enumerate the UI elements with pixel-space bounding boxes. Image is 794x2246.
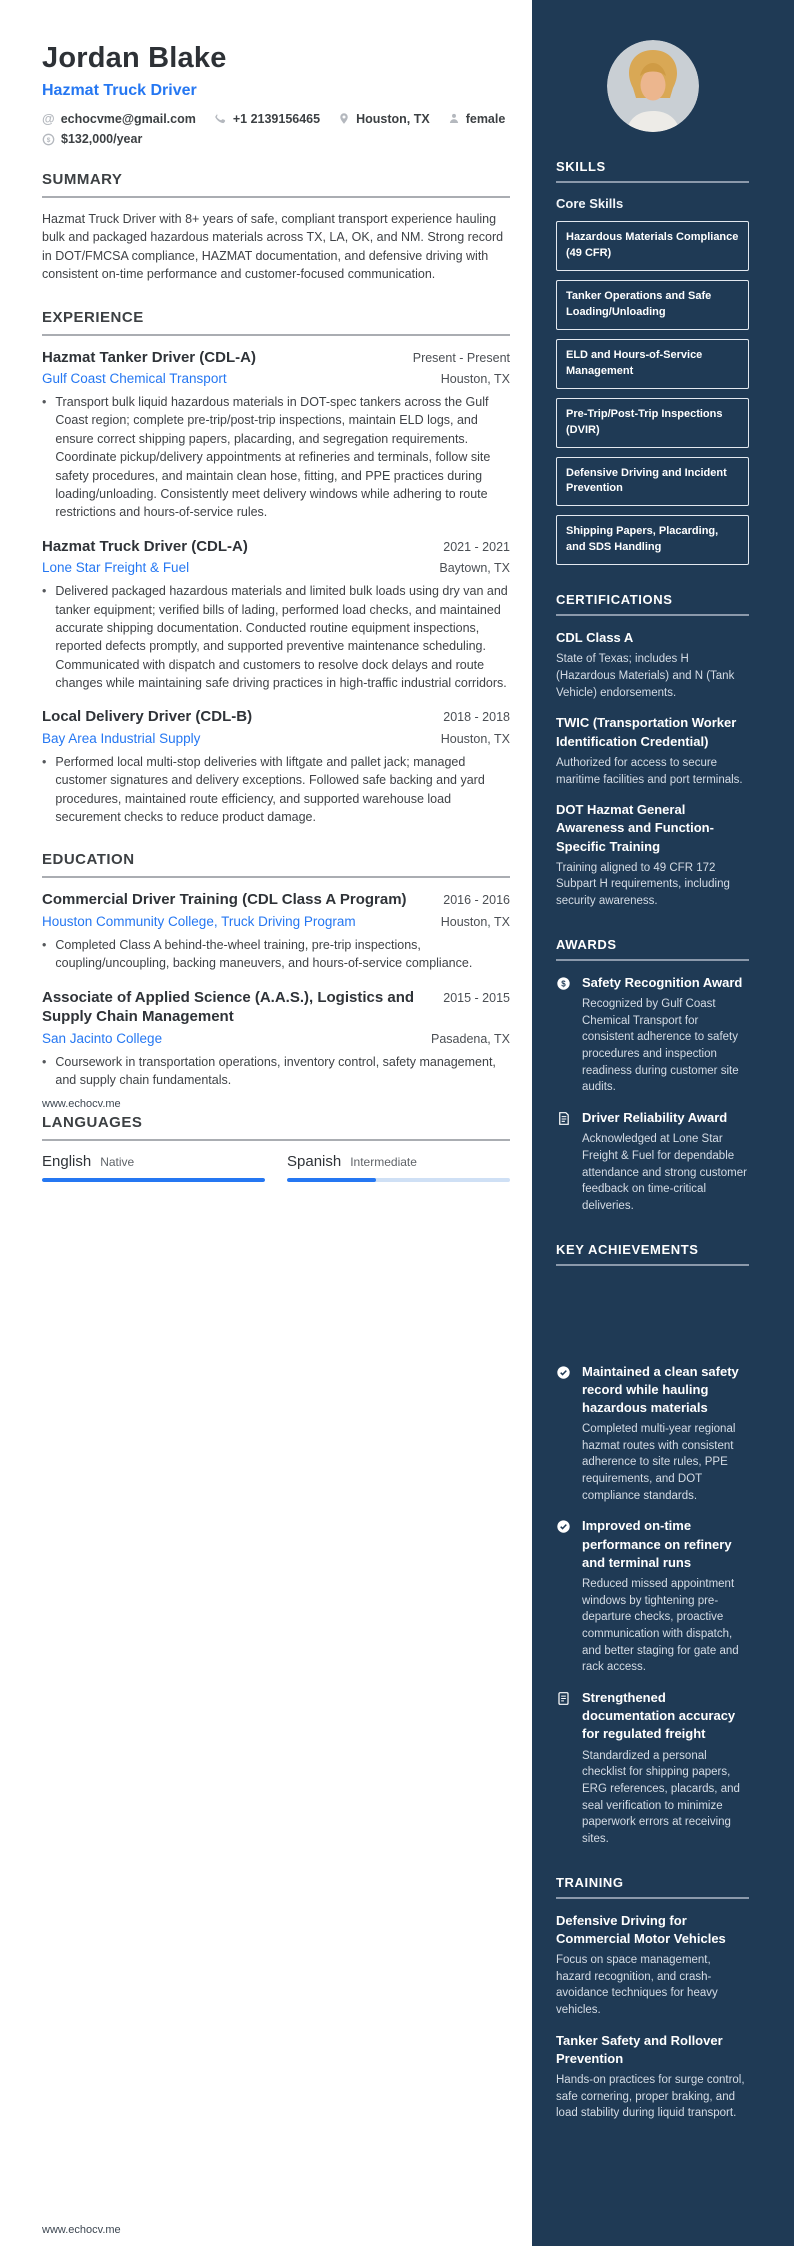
phone-value: +1 2139156465 [232, 111, 321, 126]
email-icon: @ [42, 111, 55, 126]
education-heading: EDUCATION [42, 851, 135, 869]
job-title: Hazmat Tanker Driver (CDL-A) [42, 348, 256, 366]
education-title: Commercial Driver Training (CDL Class A Program) [42, 891, 407, 909]
section-languages [42, 1114, 510, 1182]
summary-heading: SUMMARY [42, 171, 123, 188]
bullet-dot: • [42, 1054, 47, 1069]
section-experience [42, 309, 510, 827]
certification-title: CDL Class A [556, 630, 634, 646]
education-entry [42, 988, 510, 1090]
education-bullet: • Completed Class A behind-the-wheel training, pre-trip inspections, coupling/uncoupling, backing maneuvers, and hours-of-service compliance. [42, 936, 510, 973]
main-column [42, 42, 510, 1182]
page1-footer-url[interactable]: www.echocv.me [42, 1098, 121, 1110]
job-dates: Present - Present [412, 350, 510, 365]
training-heading: TRAINING [556, 1874, 624, 1890]
achievement-desc: Completed multi-year regional hazmat routes with consistent adherence to site rules, PPE requirements, and DOT compliance standards. [582, 1423, 736, 1502]
job-location: Houston, TX [440, 372, 510, 386]
job-bullet: • Transport bulk liquid hazardous materials in DOT-spec tankers across the Gulf Coast region; complete pre-trip/post-trip inspections, maintain ELD logs, and ensure correct shipping papers, placarding, and segregation requirements. Coordinate pickup/delivery appointments at refineries and terminals, follow site safety procedures, and maintain clean hose, fitting, and PPE practices during loading/unloading. Consistently meet delivery windows while adhering to route restrictions and hours-of-service rules. [42, 393, 510, 522]
phone-icon [214, 112, 227, 125]
languages-heading: LANGUAGES [42, 1114, 143, 1132]
section-divider [42, 1139, 510, 1141]
salary-value: $132,000/year [61, 132, 143, 146]
badge-check-icon [556, 1517, 572, 1676]
achievement-title: Maintained a clean safety record while hauling hazardous materials [582, 1363, 739, 1415]
contact-location [338, 112, 430, 126]
document-icon [556, 1689, 572, 1848]
sidebar-divider [556, 1897, 749, 1899]
certification-desc: Authorized for access to secure maritime facilities and port terminals. [556, 756, 743, 786]
svg-text:$: $ [561, 979, 566, 989]
contact-row [42, 111, 510, 146]
achievement-desc: Reduced missed appointment windows by tightening pre-departure checks, proactive communication with dispatch, and better staging for gate and rack access. [582, 1578, 739, 1674]
skills-group-label: Core Skills [556, 196, 624, 211]
skill-chip: Hazardous Materials Compliance (49 CFR) [556, 221, 749, 271]
achievement-title: Strengthened documentation accuracy for regulated freight [582, 1690, 736, 1742]
candidate-name: Jordan Blake [42, 42, 227, 74]
candidate-job-title: Hazmat Truck Driver [42, 82, 197, 99]
award-item [556, 974, 749, 1096]
certification-item [556, 801, 749, 910]
skill-chip: Pre-Trip/Post-Trip Inspections (DVIR) [556, 398, 749, 448]
sidebar-divider [556, 1264, 749, 1266]
certificate-icon [556, 1109, 572, 1215]
medal-icon [556, 974, 572, 1096]
award-title: Safety Recognition Award [582, 974, 743, 990]
job-entry [42, 537, 510, 693]
achievement-item [556, 1363, 749, 1505]
skill-chip: Tanker Operations and Safe Loading/Unloading [556, 280, 749, 330]
language-name: English [42, 1153, 92, 1171]
certification-desc: State of Texas; includes H (Hazardous Materials) and N (Tank Vehicle) endorsements. [556, 653, 735, 699]
award-desc: Recognized by Gulf Coast Chemical Transport for consistent adherence to safety procedures and inspection readiness during customer site audits. [582, 997, 739, 1094]
bullet-dot: • [42, 584, 47, 599]
location-value: Houston, TX [356, 111, 430, 126]
education-location: Pasadena, TX [431, 1031, 510, 1046]
job-title: Hazmat Truck Driver (CDL-A) [42, 537, 248, 555]
page-break-spacer [556, 1279, 749, 1363]
training-item [556, 1912, 749, 2019]
language-level: Intermediate [350, 1155, 417, 1170]
language-item [287, 1153, 510, 1182]
education-bullet: • Coursework in transportation operations, inventory control, safety management, and supply chain fundamentals. [42, 1053, 510, 1090]
section-divider [42, 876, 510, 878]
sidebar-divider [556, 959, 749, 961]
experience-heading: EXPERIENCE [42, 308, 144, 326]
bullet-dot: • [42, 395, 47, 409]
education-school-link[interactable]: San Jacinto College [42, 1030, 163, 1046]
achievement-item [556, 1689, 749, 1848]
gender-value: female [465, 111, 506, 126]
skills-heading: SKILLS [556, 159, 606, 174]
job-company-link[interactable]: Gulf Coast Chemical Transport [42, 371, 227, 386]
salary-icon [42, 133, 55, 146]
award-title: Driver Reliability Award [582, 1109, 728, 1125]
location-pin-icon [338, 112, 350, 125]
page2-footer-url[interactable]: www.echocv.me [42, 2224, 121, 2236]
badge-check-icon [556, 1363, 572, 1505]
language-level: Native [100, 1155, 135, 1170]
education-title: Associate of Applied Science (A.A.S.), Logistics and Supply Chain Management [42, 988, 415, 1026]
certification-title: DOT Hazmat General Awareness and Function-Specific Training [556, 802, 714, 854]
training-title: Tanker Safety and Rollover Prevention [556, 2032, 723, 2066]
language-name: Spanish [287, 1153, 342, 1171]
skill-chip: Shipping Papers, Placarding, and SDS Handling [556, 515, 749, 565]
profile-photo [607, 40, 699, 132]
education-entry [42, 890, 510, 972]
achievement-title: Improved on-time performance on refinery and terminal runs [582, 1518, 732, 1570]
job-title: Local Delivery Driver (CDL-B) [42, 708, 253, 726]
training-desc: Focus on space management, hazard recognition, and crash-avoidance techniques for heavy vehicles. [556, 1954, 718, 2017]
email-value[interactable]: echocvme@gmail.com [60, 111, 196, 126]
job-entry [42, 348, 510, 522]
award-item [556, 1109, 749, 1215]
training-desc: Hands-on practices for surge control, safe cornering, proper braking, and load stability during liquid transport. [556, 2074, 745, 2120]
contact-salary [42, 132, 142, 146]
certification-item [556, 714, 749, 788]
bullet-dot: • [42, 937, 47, 952]
certification-desc: Training aligned to 49 CFR 172 Subpart H requirements, including security awareness. [556, 861, 730, 908]
job-dates: 2018 - 2018 [443, 710, 510, 725]
training-title: Defensive Driving for Commercial Motor Vehicles [556, 1912, 726, 1946]
contact-email[interactable] [42, 111, 196, 126]
job-company-link[interactable]: Bay Area Industrial Supply [42, 730, 201, 746]
section-summary [42, 171, 510, 284]
education-location: Houston, TX [440, 914, 510, 929]
svg-text:$: $ [46, 136, 51, 144]
contact-gender [448, 112, 506, 126]
sidebar [532, 0, 794, 2246]
education-school-link[interactable]: Houston Community College, Truck Driving Program [42, 913, 356, 929]
section-education [42, 851, 510, 1089]
sidebar-divider [556, 181, 749, 183]
certification-title: TWIC (Transportation Worker Identification Credential) [556, 715, 737, 749]
certification-item [556, 629, 749, 701]
language-item [42, 1153, 265, 1182]
education-dates: 2016 - 2016 [443, 893, 510, 908]
education-dates: 2015 - 2015 [443, 990, 510, 1005]
section-divider [42, 334, 510, 336]
job-bullet: • Performed local multi-stop deliveries with liftgate and pallet jack; managed customer signatures and delivery exceptions. Followed safe backing and yard procedures, maintained route efficiency, and supported warehouse load securement checks to reduce product damage. [42, 753, 510, 827]
skill-chip: ELD and Hours-of-Service Management [556, 339, 749, 389]
job-entry [42, 707, 510, 826]
job-bullet: • Delivered packaged hazardous materials and limited bulk loads using dry van and tanker equipment; verified bills of lading, performed load checks, and maintained accurate shipping documentation. Conducted routine equipment inspections, reported defects promptly, and supported preventive maintenance scheduling. Communicated with dispatch and customers to resolve dock delays and route changes while maintaining safe driving practices in high-traffic industrial corridors. [42, 582, 510, 692]
language-bar-track [42, 1178, 265, 1182]
summary-text: Hazmat Truck Driver with 8+ years of safe, compliant transport experience hauling bulk and packaged hazardous materials across TX, LA, OK, and NM. Strong record in DOT/FMCSA compliance, HAZMAT documentation, and defensive driving with consistent on-time performance and customer-focused communication. [42, 212, 504, 282]
person-icon [448, 112, 460, 125]
language-bar-fill [287, 1178, 376, 1182]
job-company-link[interactable]: Lone Star Freight & Fuel [42, 560, 190, 576]
training-item [556, 2032, 749, 2122]
job-location: Houston, TX [440, 731, 510, 746]
awards-heading: AWARDS [556, 936, 617, 952]
skill-chip: Defensive Driving and Incident Prevention [556, 457, 749, 507]
language-bar-fill [42, 1178, 265, 1182]
contact-phone [214, 112, 320, 126]
award-desc: Acknowledged at Lone Star Freight & Fuel for dependable attendance and strong customer feedback on time-critical deliveries. [582, 1133, 747, 1212]
achievement-item [556, 1517, 749, 1676]
achievements-heading: KEY ACHIEVEMENTS [556, 1241, 699, 1257]
language-bar-track [287, 1178, 510, 1182]
certifications-heading: CERTIFICATIONS [556, 592, 673, 608]
job-dates: 2021 - 2021 [443, 539, 510, 554]
achievement-desc: Standardized a personal checklist for shipping papers, ERG references, placards, and seal verification to minimize paperwork errors at receiving sites. [582, 1749, 740, 1845]
job-location: Baytown, TX [439, 561, 510, 576]
section-divider [42, 196, 510, 198]
bullet-dot: • [42, 754, 47, 769]
sidebar-divider [556, 614, 749, 616]
